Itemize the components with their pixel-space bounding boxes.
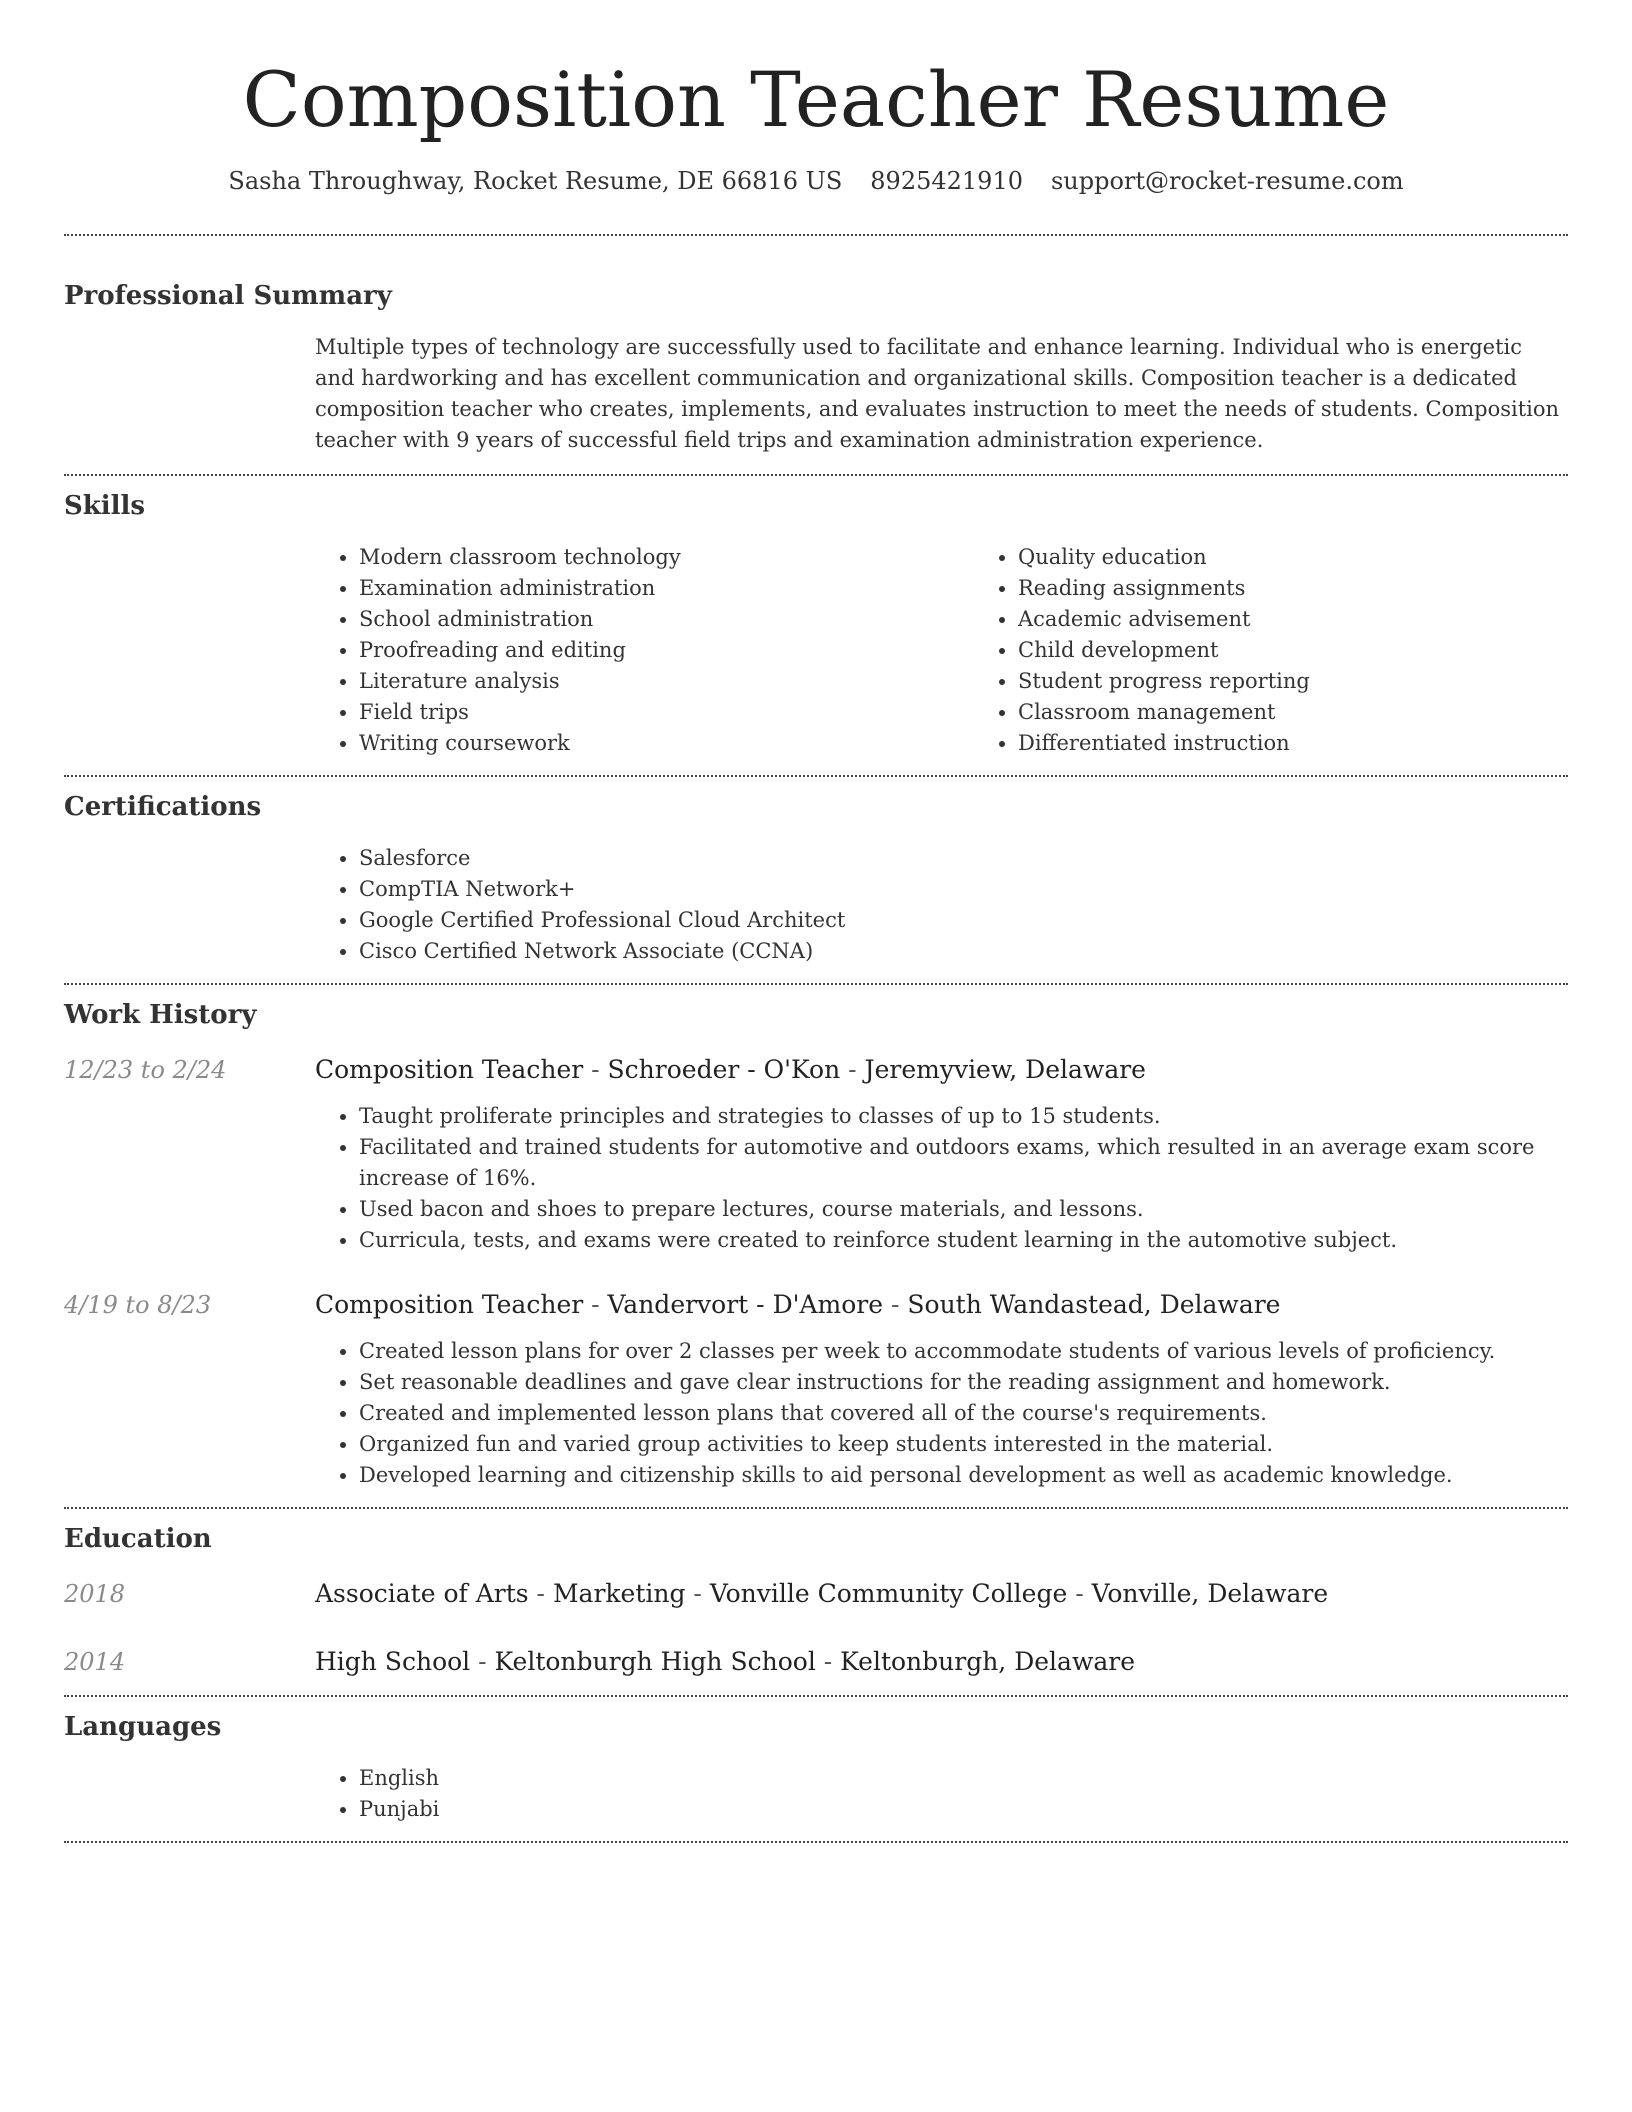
skill-item: • School administration xyxy=(359,604,974,635)
divider xyxy=(64,1507,1568,1509)
separator: - xyxy=(815,1647,841,1676)
job-company: Vandervort - D'Amore xyxy=(607,1290,884,1319)
job-entry xyxy=(64,1053,1568,1256)
skills-list-right xyxy=(974,542,1632,759)
skills-list-left xyxy=(315,542,974,759)
section-title-certifications: Certifications xyxy=(64,792,262,822)
summary-section xyxy=(64,278,1568,456)
separator: - xyxy=(840,1055,865,1084)
job-bullet: • Taught proliferate principles and strategies to classes of up to 15 students. xyxy=(359,1101,1568,1132)
separator: - xyxy=(528,1579,553,1608)
education-location: Vonville, Delaware xyxy=(1091,1579,1329,1608)
divider xyxy=(64,983,1568,985)
job-dates: 4/19 to 8/23 xyxy=(64,1291,212,1319)
section-title-languages: Languages xyxy=(64,1712,222,1742)
certification-item: • Google Certified Professional Cloud Architect xyxy=(359,905,1568,936)
skill-item: • Child development xyxy=(1018,635,1632,666)
job-bullet: • Used bacon and shoes to prepare lectures, course materials, and lessons. xyxy=(359,1194,1568,1225)
certifications-list xyxy=(315,843,1568,967)
education-section xyxy=(64,1521,1568,1679)
skill-item: • Modern classroom technology xyxy=(359,542,974,573)
skill-item: • Classroom management xyxy=(1018,697,1632,728)
languages-list xyxy=(315,1763,1568,1825)
job-title: Composition Teacher xyxy=(315,1290,584,1319)
education-degree: Associate of Arts xyxy=(315,1579,529,1608)
job-entry xyxy=(64,1288,1568,1491)
education-heading xyxy=(315,1577,1568,1611)
certification-item: • Cisco Certified Network Associate (CCNA) xyxy=(359,936,1568,967)
section-title-work-history: Work History xyxy=(64,1000,257,1030)
section-title-skills: Skills xyxy=(64,491,146,521)
contact-address: Sasha Throughway, Rocket Resume, DE 66816 US xyxy=(228,167,843,195)
divider xyxy=(64,1695,1568,1697)
skill-item: • Field trips xyxy=(359,697,974,728)
contact-email: support@rocket-resume.com xyxy=(1050,167,1404,195)
job-bullets xyxy=(315,1101,1568,1256)
divider xyxy=(64,775,1568,777)
job-location: South Wandastead, Delaware xyxy=(907,1290,1281,1319)
contact-line xyxy=(64,164,1568,198)
section-title-education: Education xyxy=(64,1524,212,1554)
separator: - xyxy=(583,1055,608,1084)
job-bullet: • Organized fun and varied group activities to keep students interested in the material. xyxy=(359,1429,1568,1460)
summary-text: Multiple types of technology are successfully used to facilitate and enhance learning. Individual who is energetic and hardworking and has excellent communication and organizational skills. Composition teacher is a dedicated composition teacher who creates, implements, and evaluates instruction to meet the needs of students. Composition teacher with 9 years of successful field trips and examination administration experience. xyxy=(315,335,1560,452)
skill-item: • Writing coursework xyxy=(359,728,974,759)
skill-item: • Differentiated instruction xyxy=(1018,728,1632,759)
education-degree: High School xyxy=(315,1647,471,1676)
job-bullet: • Curricula, tests, and exams were created to reinforce student learning in the automotive subject. xyxy=(359,1225,1568,1256)
divider xyxy=(64,1841,1568,1843)
education-field: Marketing xyxy=(552,1579,686,1608)
skill-item: • Student progress reporting xyxy=(1018,666,1632,697)
work-history-section xyxy=(64,997,1568,1491)
education-year: 2018 xyxy=(64,1580,126,1608)
education-entry xyxy=(64,1577,1568,1611)
education-location: Keltonburgh, Delaware xyxy=(840,1647,1135,1676)
job-heading xyxy=(315,1288,1568,1322)
job-bullet: • Set reasonable deadlines and gave clear instructions for the reading assignment and homework. xyxy=(359,1367,1568,1398)
skill-item: • Literature analysis xyxy=(359,666,974,697)
education-heading xyxy=(315,1645,1568,1679)
language-item: • English xyxy=(359,1763,1568,1794)
job-dates: 12/23 to 2/24 xyxy=(64,1056,227,1084)
education-school: Vonville Community College xyxy=(709,1579,1068,1608)
skill-item: • Examination administration xyxy=(359,573,974,604)
education-entry xyxy=(64,1645,1568,1679)
certification-item: • CompTIA Network+ xyxy=(359,874,1568,905)
education-year: 2014 xyxy=(64,1648,126,1676)
languages-section xyxy=(64,1709,1568,1825)
skill-item: • Reading assignments xyxy=(1018,573,1632,604)
separator: - xyxy=(685,1579,710,1608)
certifications-section xyxy=(64,789,1568,967)
job-title: Composition Teacher xyxy=(315,1055,584,1084)
divider xyxy=(64,474,1568,476)
job-bullets xyxy=(315,1336,1568,1491)
skill-item: • Quality education xyxy=(1018,542,1632,573)
job-bullet: • Created and implemented lesson plans that covered all of the course's requirements. xyxy=(359,1398,1568,1429)
job-heading xyxy=(315,1053,1568,1087)
job-bullet: • Developed learning and citizenship skills to aid personal development as well as academic knowledge. xyxy=(359,1460,1568,1491)
separator: - xyxy=(583,1290,608,1319)
separator: - xyxy=(470,1647,495,1676)
language-item: • Punjabi xyxy=(359,1794,1568,1825)
job-company: Schroeder - O'Kon xyxy=(607,1055,841,1084)
certification-item: • Salesforce xyxy=(359,843,1568,874)
contact-phone: 8925421910 xyxy=(870,167,1023,195)
job-location: Jeremyview, Delaware xyxy=(864,1055,1146,1084)
separator: - xyxy=(1067,1579,1092,1608)
job-bullet: • Created lesson plans for over 2 classes per week to accommodate students of various levels of proficiency. xyxy=(359,1336,1568,1367)
resume-title: Composition Teacher Resume xyxy=(242,55,1390,144)
separator: - xyxy=(883,1290,908,1319)
education-school: Keltonburgh High School xyxy=(494,1647,816,1676)
skills-section xyxy=(64,488,1568,759)
skill-item: • Academic advisement xyxy=(1018,604,1632,635)
job-bullet: • Facilitated and trained students for automotive and outdoors exams, which resulted in an average exam score increase of 16%. xyxy=(359,1132,1568,1194)
divider xyxy=(64,234,1568,236)
skill-item: • Proofreading and editing xyxy=(359,635,974,666)
section-title-summary: Professional Summary xyxy=(64,281,392,311)
